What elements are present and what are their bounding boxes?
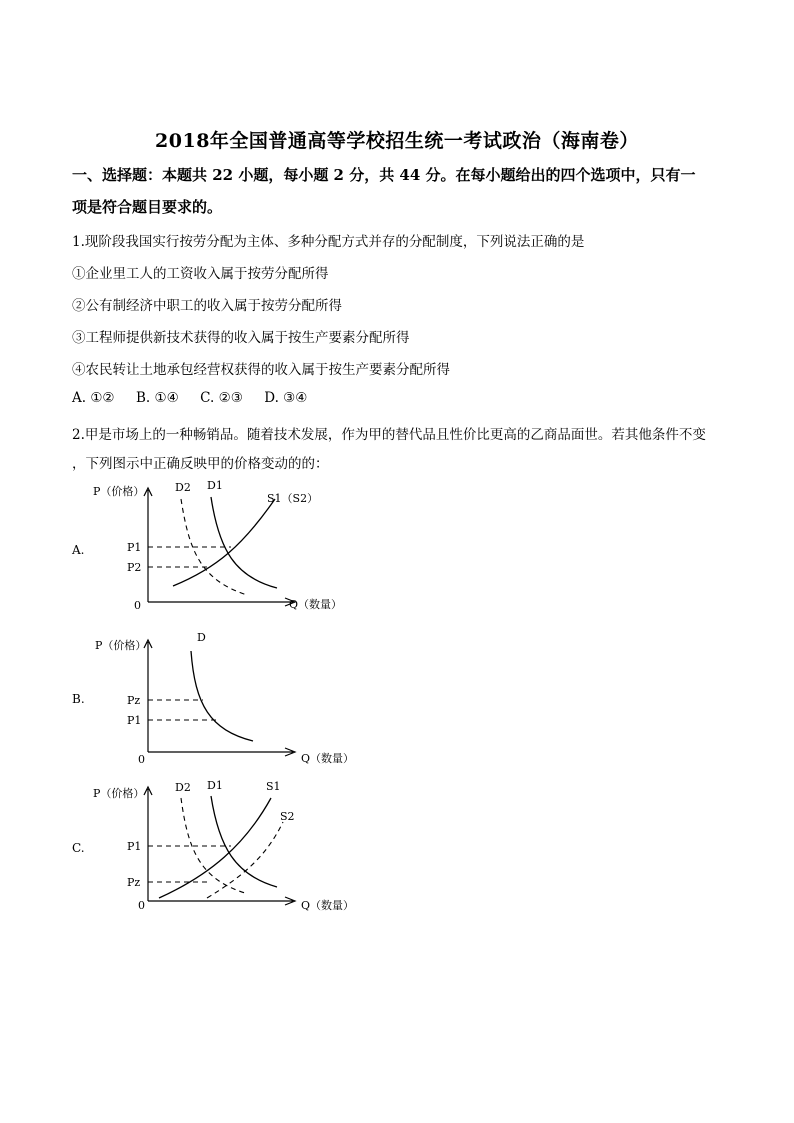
section-heading-line2: 项是符合题目要求的。 [72,198,223,216]
graph-b-pz-label: Pz [127,694,141,707]
graph-b-origin: 0 [138,753,145,766]
section-heading-line1: 一、选择题：本题共 22 小题，每小题 2 分，共 44 分。在每小题给出的四个选项中，只有一 [72,166,696,184]
graph-a-x-axis-label: Q（数量） [289,598,343,611]
graph-c [85,775,385,920]
graph-c-y-axis [144,787,152,901]
graph-c-y-axis-label: P（价格） [93,787,145,800]
page-title: 2018年全国普通高等学校招生统一考试政治（海南卷） [155,130,639,152]
graph-a-curve-s1 [173,499,275,586]
graph-b-y-axis-label: P（价格） [95,639,147,652]
question-1-options: A. ①② B. ①④ C. ②③ D. ③④ [72,390,308,406]
graph-c-curve-d1-label: D1 [207,779,223,792]
graph-a-p1-label: P1 [127,541,142,554]
graph-b-p1-label: P1 [127,714,142,727]
graph-b-y-axis [144,640,152,752]
graph-b-x-axis [148,748,295,756]
question-1-stem: 1.现阶段我国实行按劳分配为主体、多种分配方式并存的分配制度，下列说法正确的是 [72,234,585,250]
graph-a-curve-s1-label: S1（S2） [267,492,319,505]
graph-c-p1-label: P1 [127,840,142,853]
question-1-item-4: ④农民转让土地承包经营权获得的收入属于按生产要素分配所得 [72,362,450,378]
graph-a-curve-d2-label: D2 [175,481,191,494]
graph-b-x-axis-label: Q（数量） [301,752,355,765]
graph-c-origin: 0 [138,899,145,912]
graph-a [85,475,385,620]
graph-a-x-axis [148,598,295,606]
graph-c-curve-s1-label: S1 [266,780,281,793]
graph-c-curve-s2-label: S2 [280,810,295,823]
question-2-stem-line2: ，下列图示中正确反映甲的价格变动的的： [72,456,329,472]
graph-c-x-axis [148,897,295,905]
question-1-item-1: ①企业里工人的工资收入属于按劳分配所得 [72,266,329,282]
graph-c-curve-s1 [159,798,271,898]
graph-a-origin: 0 [134,599,141,612]
graph-c-curve-d2-label: D2 [175,781,191,794]
graph-c-option-label: C. [72,841,85,855]
graph-c-x-axis-label: Q（数量） [301,899,355,912]
graph-a-curve-d1-label: D1 [207,479,223,492]
graph-b-curve-d [191,651,253,741]
graph-b-option-label: B. [72,692,85,706]
graph-b [85,625,385,770]
graph-c-curve-s2 [207,822,283,898]
question-2-stem-line1: 2.甲是市场上的一种畅销品。随着技术发展，作为甲的替代品且性价比更高的乙商品面世。若其他条件不变 [72,427,706,443]
graph-b-curve-d-label: D [197,631,206,644]
graph-c-pz-label: Pz [127,876,141,889]
question-1-item-3: ③工程师提供新技术获得的收入属于按生产要素分配所得 [72,330,410,346]
graph-a-y-axis [144,488,152,602]
question-1-item-2: ②公有制经济中职工的收入属于按劳分配所得 [72,298,342,314]
graph-c-curve-d1 [211,796,277,887]
graph-a-y-axis-label: P（价格） [93,485,145,498]
graph-a-option-label: A. [72,543,85,557]
graph-a-p2-label: P2 [127,561,142,574]
